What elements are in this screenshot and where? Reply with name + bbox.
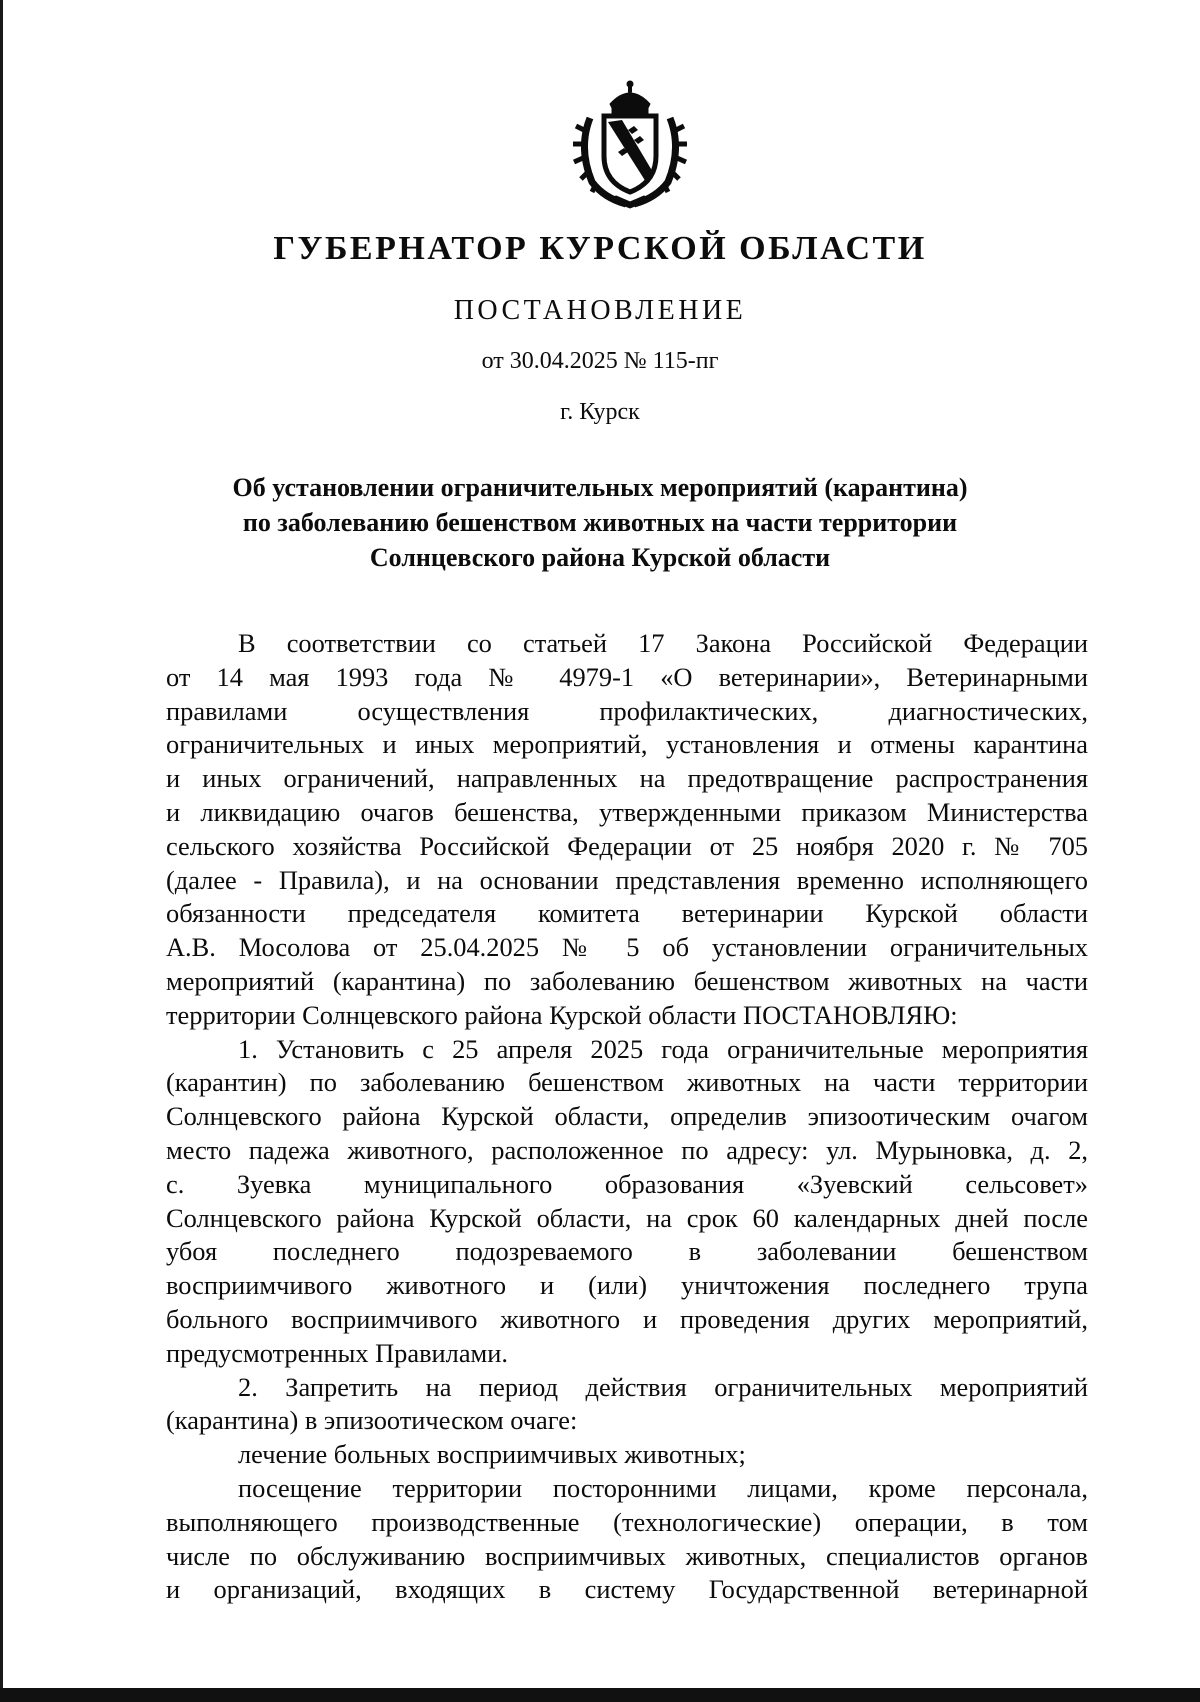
body-line: мероприятий (карантина) по заболеванию бешенством животных на части <box>166 965 1088 996</box>
body-line: ограничительных и иных мероприятий, установления и отмены карантина <box>166 729 1088 760</box>
body-line: и ликвидацию очагов бешенства, утвержденными приказом Министерства <box>166 796 1088 827</box>
body-line: с. Зуевка муниципального образования «Зуевский сельсовет» <box>166 1168 1088 1199</box>
body-line: больного восприимчивого животного и проведения других мероприятий, <box>166 1303 1088 1334</box>
issuing-authority: ГУБЕРНАТОР КУРСКОЙ ОБЛАСТИ <box>273 230 927 267</box>
body-line: числе по обслуживанию восприимчивых животных, специалистов органов <box>166 1540 1088 1571</box>
body-line: сельского хозяйства Российской Федерации от 25 ноября 2020 г. № 705 <box>166 830 1088 861</box>
subject-line: по заболеванию бешенством животных на части территории <box>242 508 958 537</box>
kursk-coat-of-arms-icon <box>570 78 690 210</box>
scan-bottom-edge <box>0 1688 1200 1702</box>
body-line: правилами осуществления профилактических, диагностических, <box>166 695 1088 726</box>
body-line: обязанности председателя комитета ветеринарии Курской области <box>166 898 1088 929</box>
document-subject <box>0 470 1200 575</box>
body-line: и организаций, входящих в систему Государственной ветеринарной <box>166 1574 1088 1605</box>
body-line: В соответствии со статьей 17 Закона Российской Федерации <box>238 628 1088 658</box>
body-line: Солнцевского района Курской области, на срок 60 календарных дней после <box>166 1202 1088 1233</box>
body-line: А.В. Мосолова от 25.04.2025 № 5 об установлении ограничительных <box>166 932 1088 963</box>
body-line: территории Солнцевского района Курской области ПОСТАНОВЛЯЮ: <box>166 999 958 1030</box>
document-type: ПОСТАНОВЛЕНИЕ <box>453 295 747 326</box>
body-line: лечение больных восприимчивых животных; <box>238 1439 746 1470</box>
document-city: г. Курск <box>560 399 640 425</box>
subject-line: Об установлении ограничительных мероприятий (карантина) <box>232 473 968 502</box>
body-line: выполняющего производственные (технологические) операции, в том <box>166 1506 1088 1537</box>
document-body <box>166 627 1088 1607</box>
body-line: восприимчивого животного и (или) уничтожения последнего трупа <box>166 1270 1088 1301</box>
body-line: убоя последнего подозреваемого в заболевании бешенством <box>166 1236 1088 1267</box>
body-line: Солнцевского района Курской области, определив эпизоотическим очагом <box>166 1101 1088 1132</box>
subject-line: Солнцевского района Курской области <box>369 543 831 572</box>
body-line: (далее - Правила), и на основании представления временно исполняющего <box>166 864 1088 895</box>
body-line: (карантина) в эпизоотическом очаге: <box>166 1405 578 1436</box>
body-line: место падежа животного, расположенное по адресу: ул. Мурыновка, д. 2, <box>166 1134 1088 1165</box>
body-line: посещение территории посторонними лицами, кроме персонала, <box>238 1472 1088 1503</box>
body-line: предусмотренных Правилами. <box>166 1337 508 1368</box>
body-line: 1. Установить с 25 апреля 2025 года ограничительные мероприятия <box>238 1033 1088 1064</box>
body-line: от 14 мая 1993 года № 4979-1 «О ветеринарии», Ветеринарными <box>166 661 1088 692</box>
body-line: 2. Запретить на период действия ограничительных мероприятий <box>238 1371 1088 1402</box>
body-line: (карантин) по заболеванию бешенством животных на части территории <box>166 1067 1088 1098</box>
document-date-number: от 30.04.2025 № 115-пг <box>481 348 719 374</box>
body-line: и иных ограничений, направленных на предотвращение распространения <box>166 763 1088 794</box>
